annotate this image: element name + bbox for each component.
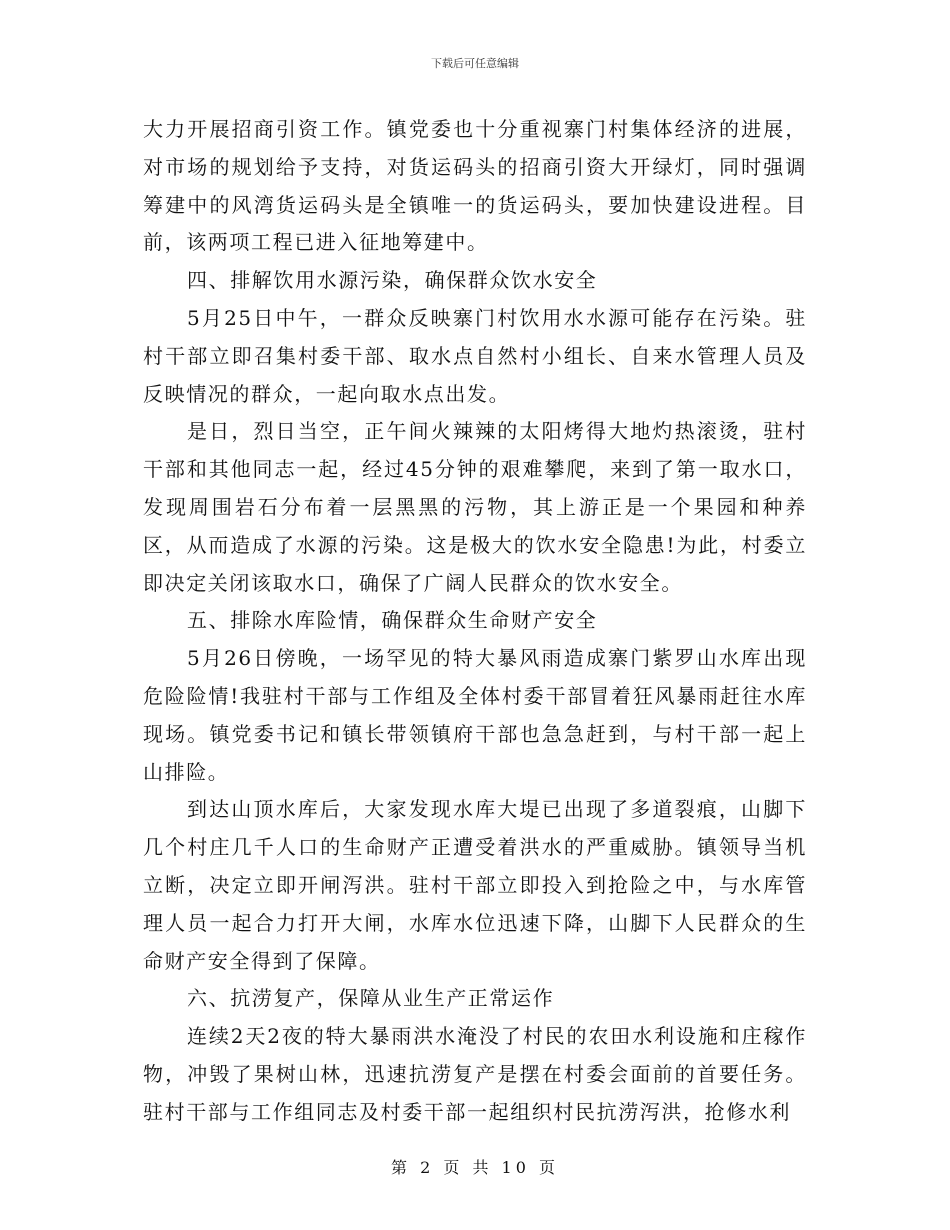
paragraph-1: 大力开展招商引资工作。镇党委也十分重视寨门村集体经济的进展，对市场的规划给予支持，对货运码头的招商引资大开绿灯，同时强调筹建中的风湾货运码头是全镇唯一的货运码头，要加快建设进程。目前，该两项工程已进入征地筹建中。 bbox=[143, 117, 807, 255]
document-body bbox=[143, 111, 807, 1132]
paragraph-4: 5月26日傍晚，一场罕见的特大暴风雨造成寨门紫罗山水库出现危险险情!我驻村干部与工作组及全体村委干部冒着狂风暴雨赶往水库现场。镇党委书记和镇长带领镇府干部也急急赶到，与村干部一起上山排险。 bbox=[143, 646, 807, 784]
section-heading-4: 四、排解饮用水源污染，确保群众饮水安全 bbox=[187, 268, 598, 293]
page-number: 第 2 页 共 10 页 bbox=[391, 1158, 559, 1177]
paragraph-2: 5月25日中午，一群众反映寨门村饮用水水源可能存在污染。驻村干部立即召集村委干部、取水点自然村小组长、自来水管理人员及反映情况的群众，一起向取水点出发。 bbox=[143, 305, 807, 406]
paragraph-3: 是日，烈日当空，正午间火辣辣的太阳烤得大地灼热滚烫，驻村干部和其他同志一起，经过45分钟的艰难攀爬，来到了第一取水口，发现周围岩石分布着一层黑黑的污物，其上游正是一个果园和种养区，从而造成了水源的污染。这是极大的饮水安全隐患!为此，村委立即决定关闭该取水口，确保了广阔人民群众的饮水安全。 bbox=[143, 419, 807, 595]
page-header: 下载后可任意编辑 bbox=[431, 57, 519, 70]
section-heading-5: 五、排除水库险情，确保群众生命财产安全 bbox=[187, 608, 598, 633]
paragraph-5: 到达山顶水库后，大家发现水库大堤已出现了多道裂痕，山脚下几个村庄几千人口的生命财产正遭受着洪水的严重威胁。镇领导当机立断，决定立即开闸泻洪。驻村干部立即投入到抢险之中，与水库管理人员一起合力打开大闸，水库水位迅速下降，山脚下人民群众的生命财产安全得到了保障。 bbox=[143, 797, 807, 973]
paragraph-6: 连续2天2夜的特大暴雨洪水淹没了村民的农田水利设施和庄稼作物，冲毁了果树山林，迅速抗涝复产是摆在村委会面前的首要任务。驻村干部与工作组同志及村委干部一起组织村民抗涝泻洪，抢修水利 bbox=[143, 1024, 807, 1124]
section-heading-6: 六、抗涝复产，保障从业生产正常运作 bbox=[187, 986, 555, 1011]
